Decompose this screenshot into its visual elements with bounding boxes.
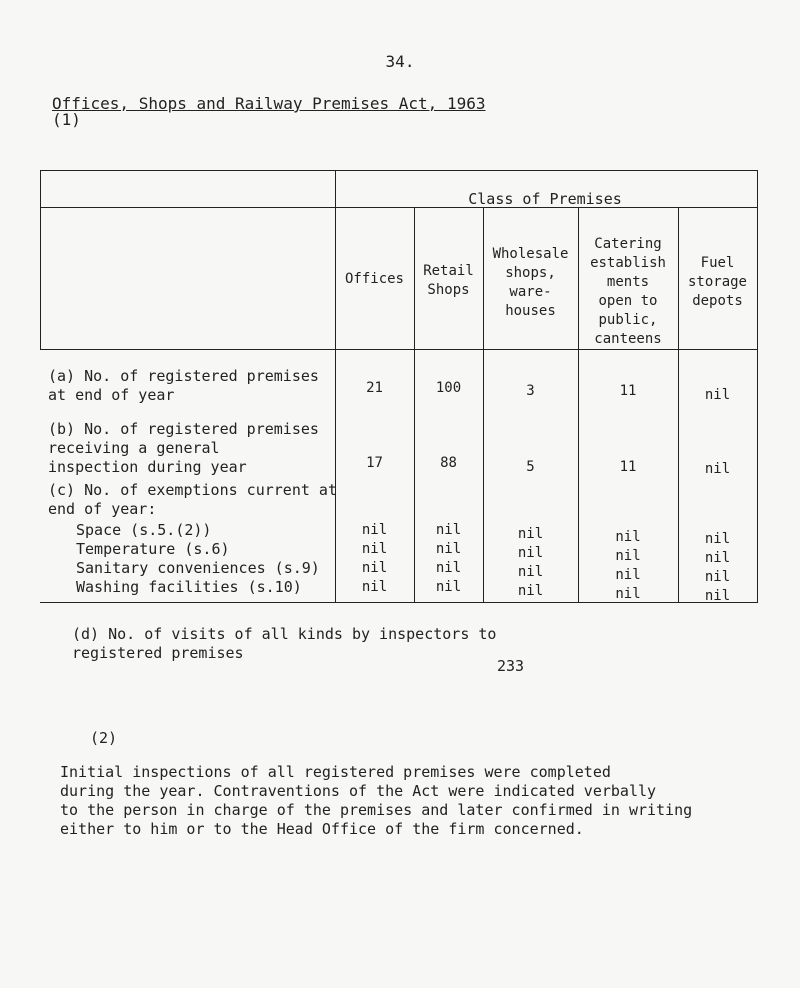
cell-value: nil — [704, 588, 731, 604]
cell-value: nil — [517, 564, 544, 580]
cell-value: nil — [435, 541, 462, 557]
column-header-border — [40, 349, 758, 350]
cell-value: nil — [704, 550, 731, 566]
cell-value: nil — [361, 541, 388, 557]
section-number: (1) — [52, 110, 81, 129]
column-header-offices: Offices — [344, 271, 404, 287]
column-header-fuel-storage: Fuel storage depots — [687, 255, 747, 309]
cell-value: 11 — [619, 383, 637, 399]
cell-value: nil — [361, 579, 388, 595]
column-header-catering: Catering establish ments open to public, canteens — [590, 236, 666, 347]
cell-value: nil — [615, 586, 641, 602]
cell-value: 17 — [366, 455, 383, 471]
cell-value: nil — [435, 522, 462, 538]
cell-value: nil — [704, 531, 731, 547]
document-title: Offices, Shops and Railway Premises Act, 1963 — [52, 94, 486, 113]
cell-value: nil — [435, 560, 462, 576]
row-label-inspected: (b) No. of registered premises receiving a general inspection during year — [48, 420, 319, 476]
row-label-registered: (a) No. of registered premises at end of year — [48, 367, 319, 404]
section-heading: (2) — [90, 729, 118, 747]
cell-value: nil — [517, 526, 544, 542]
body-paragraph: Initial inspections of all registered premises were completed during the year. Contraventions of the Act were indicated verbally to the person in charge of the premises and later confirmed in writing either to him or to the Head Office of the firm concerned. — [60, 763, 693, 838]
table-right-border — [757, 170, 758, 602]
column-header-wholesale: Wholesale shops, ware- houses — [492, 246, 569, 319]
cell-value: nil — [615, 548, 641, 564]
page-number: 34. — [385, 52, 415, 71]
class-of-premises-header: Class of Premises — [468, 190, 622, 208]
cell-value: nil — [704, 461, 731, 477]
cell-value: 5 — [526, 459, 535, 475]
table-left-border — [40, 170, 41, 349]
cell-value: nil — [517, 583, 544, 599]
table-bottom-border — [40, 602, 758, 603]
cell-value: nil — [435, 579, 462, 595]
row-label-exemptions: (c) No. of exemptions current at end of year: — [48, 481, 337, 518]
cell-value: nil — [704, 387, 731, 403]
cell-value: nil — [615, 567, 641, 583]
cell-value: nil — [517, 545, 544, 561]
exemption-sanitary-label: Sanitary conveniences (s.9) — [76, 559, 320, 577]
cell-value: 88 — [440, 455, 457, 471]
cell-value: nil — [361, 522, 388, 538]
exemption-space-label: Space (s.5.(2)) — [76, 521, 212, 539]
cell-value: 100 — [435, 380, 462, 396]
cell-value: 21 — [366, 380, 383, 396]
exemption-temperature-label: Temperature (s.6) — [76, 540, 230, 558]
visits-value: 233 — [497, 657, 525, 675]
cell-value: nil — [704, 569, 731, 585]
column-header-retail-shops: Retail Shops — [423, 263, 474, 298]
visits-label: (d) No. of visits of all kinds by inspectors to registered premises — [72, 625, 497, 662]
cell-value: 3 — [526, 383, 535, 399]
cell-value: nil — [615, 529, 641, 545]
cell-value: nil — [361, 560, 388, 576]
exemption-washing-label: Washing facilities (s.10) — [76, 578, 302, 596]
cell-value: 11 — [619, 459, 637, 475]
table-top-border — [40, 170, 758, 171]
